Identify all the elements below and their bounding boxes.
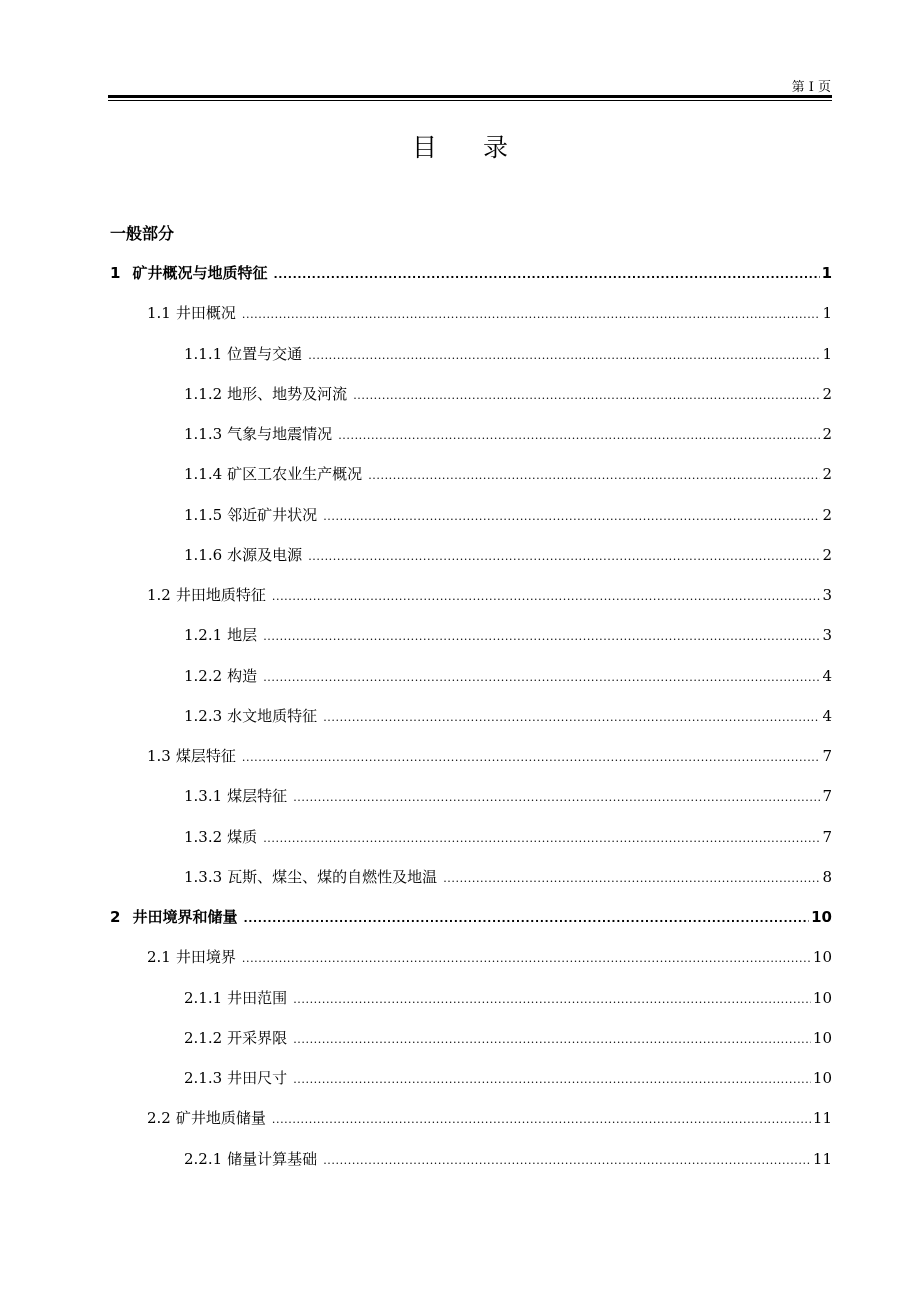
toc-entry-number: 2.1 (147, 948, 171, 967)
toc-entry[interactable] (110, 661, 832, 701)
toc-dot-leader (293, 1065, 811, 1095)
toc-entry[interactable] (110, 1063, 832, 1103)
toc-entry-title: 矿井地质储量 (175, 1109, 266, 1128)
toc-entry-number: 1.1.3 (184, 425, 223, 443)
section-label: 一般部分 (110, 224, 175, 243)
toc-entry-title: 煤质 (227, 827, 258, 846)
toc-entry-number: 2.1.3 (184, 1069, 223, 1087)
toc-entry-number: 2.2 (147, 1109, 171, 1128)
toc-entry[interactable] (110, 741, 832, 781)
toc-entry-number: 1.1 (147, 304, 171, 323)
toc-entry[interactable] (110, 500, 832, 540)
toc-entry-title: 水源及电源 (227, 545, 303, 564)
toc-entry-number: 2.1.1 (184, 988, 223, 1007)
toc-entry[interactable] (110, 983, 832, 1023)
toc-dot-leader (243, 904, 809, 934)
page-number-header: 第 I 页 (791, 80, 831, 95)
toc-entry-title: 井田境界 (175, 948, 236, 967)
toc-entry-page: 2 (822, 465, 832, 484)
toc-dot-leader (242, 300, 821, 330)
toc-entry-title: 水文地质特征 (227, 706, 318, 725)
toc-entry-page: 11 (812, 1109, 832, 1128)
toc-entry[interactable] (110, 540, 832, 580)
toc-entry-page: 10 (812, 1028, 832, 1047)
toc-dot-leader (368, 461, 820, 491)
toc-entry-page: 3 (822, 586, 832, 604)
toc-entry-page: 1 (821, 264, 832, 282)
toc-entry[interactable] (110, 1103, 832, 1143)
toc-entry[interactable] (110, 822, 832, 862)
toc-dot-leader (353, 381, 820, 411)
toc-entry-number: 2.2.1 (184, 1149, 223, 1168)
toc-entry-number: 2.1.2 (184, 1028, 223, 1047)
toc-entry-page: 11 (812, 1149, 832, 1168)
toc-entry-title: 井田范围 (227, 988, 288, 1007)
toc-entry-page: 3 (822, 626, 832, 645)
toc-entry[interactable] (110, 942, 832, 982)
toc-entry-page: 1 (822, 344, 832, 363)
toc-entry[interactable] (110, 580, 832, 620)
toc-entry[interactable] (110, 620, 832, 660)
toc-entry-title: 煤层特征 (175, 747, 236, 765)
toc-entry-number: 1.1.1 (184, 344, 223, 363)
toc-dot-leader (308, 542, 820, 572)
toc-entry-number: 1.1.4 (184, 465, 223, 484)
toc-entry-page: 2 (822, 425, 832, 443)
toc-entry[interactable] (110, 459, 832, 499)
toc-entry[interactable] (110, 701, 832, 741)
toc-entry-title: 井田地质特征 (175, 586, 266, 604)
toc-dot-leader (263, 622, 820, 652)
toc-dot-leader (293, 783, 820, 813)
toc-entry[interactable] (110, 339, 832, 379)
toc-dot-leader (443, 864, 820, 894)
toc-dot-leader (242, 743, 821, 773)
toc-dot-leader (308, 341, 820, 371)
toc-entry[interactable] (110, 902, 832, 942)
toc-dot-leader (263, 663, 820, 693)
toc-entry-number: 1.2.2 (184, 666, 223, 685)
toc-dot-leader (242, 944, 811, 974)
toc-entry-title: 煤层特征 (227, 787, 288, 806)
toc-entry-title: 邻近矿井状况 (227, 505, 318, 524)
toc-entry[interactable] (110, 419, 832, 459)
toc-dot-leader (272, 582, 821, 612)
toc-entry-title: 矿区工农业生产概况 (227, 465, 363, 484)
toc-entry-number: 1.1.6 (184, 545, 223, 564)
toc-entry[interactable] (110, 298, 832, 338)
toc-entry-page: 2 (822, 505, 832, 524)
toc-dot-leader (323, 502, 820, 532)
toc-entry-page: 2 (822, 384, 832, 403)
toc-entry-number: 1.3.3 (184, 867, 223, 886)
header-rule-thin (108, 100, 832, 101)
toc-entry-title: 矿井概况与地质特征 (132, 264, 268, 282)
toc-entry-number: 1.2.3 (184, 706, 223, 725)
toc-dot-leader (323, 703, 820, 733)
toc-dot-leader (338, 421, 820, 451)
toc-entry-number: 1.2 (147, 586, 171, 604)
toc-entry-page: 10 (811, 908, 832, 926)
toc-dot-leader (263, 824, 820, 854)
toc-entry-title: 瓦斯、煤尘、煤的自燃性及地温 (227, 867, 438, 886)
toc-entry-number: 2 (110, 908, 121, 926)
toc-entry[interactable] (110, 1023, 832, 1063)
toc-entry[interactable] (110, 1144, 832, 1184)
toc-entry[interactable] (110, 781, 832, 821)
toc-dot-leader (293, 1025, 811, 1055)
toc-list (110, 258, 832, 1184)
toc-entry[interactable] (110, 862, 832, 902)
toc-entry-title: 地层 (227, 626, 258, 645)
toc-entry-title: 位置与交通 (227, 344, 303, 363)
toc-entry-number: 1 (110, 264, 121, 282)
toc-entry[interactable] (110, 379, 832, 419)
toc-entry-page: 7 (822, 787, 832, 806)
toc-entry-page: 8 (822, 867, 832, 886)
header-rule-thick (108, 95, 832, 98)
toc-entry-number: 1.3 (147, 747, 171, 765)
toc-entry-page: 4 (822, 666, 832, 685)
toc-entry-page: 10 (812, 1069, 832, 1087)
toc-entry-page: 10 (812, 948, 832, 967)
toc-entry-page: 4 (822, 706, 832, 725)
toc-entry-page: 7 (822, 827, 832, 846)
toc-entry-number: 1.1.2 (184, 384, 223, 403)
toc-entry-number: 1.1.5 (184, 505, 223, 524)
toc-dot-leader (293, 985, 811, 1015)
toc-entry-page: 2 (822, 545, 832, 564)
toc-dot-leader (323, 1146, 811, 1176)
toc-dot-leader (272, 1105, 811, 1135)
toc-entry-title: 构造 (227, 666, 258, 685)
toc-entry-title: 气象与地震情况 (227, 425, 333, 443)
toc-entry-page: 1 (822, 304, 832, 323)
toc-entry-title: 储量计算基础 (227, 1149, 318, 1168)
toc-entry-title: 井田境界和储量 (132, 908, 238, 926)
toc-entry[interactable] (110, 258, 832, 298)
toc-dot-leader (273, 260, 819, 290)
toc-entry-title: 井田尺寸 (227, 1069, 288, 1087)
toc-entry-title: 地形、地势及河流 (227, 384, 348, 403)
toc-entry-page: 7 (822, 747, 832, 765)
toc-entry-title: 井田概况 (175, 304, 236, 323)
toc-entry-title: 开采界限 (227, 1028, 288, 1047)
toc-entry-page: 10 (812, 988, 832, 1007)
toc-entry-number: 1.2.1 (184, 626, 223, 645)
toc-entry-number: 1.3.1 (184, 787, 223, 806)
toc-entry-number: 1.3.2 (184, 827, 223, 846)
toc-title: 目录 (411, 133, 554, 162)
